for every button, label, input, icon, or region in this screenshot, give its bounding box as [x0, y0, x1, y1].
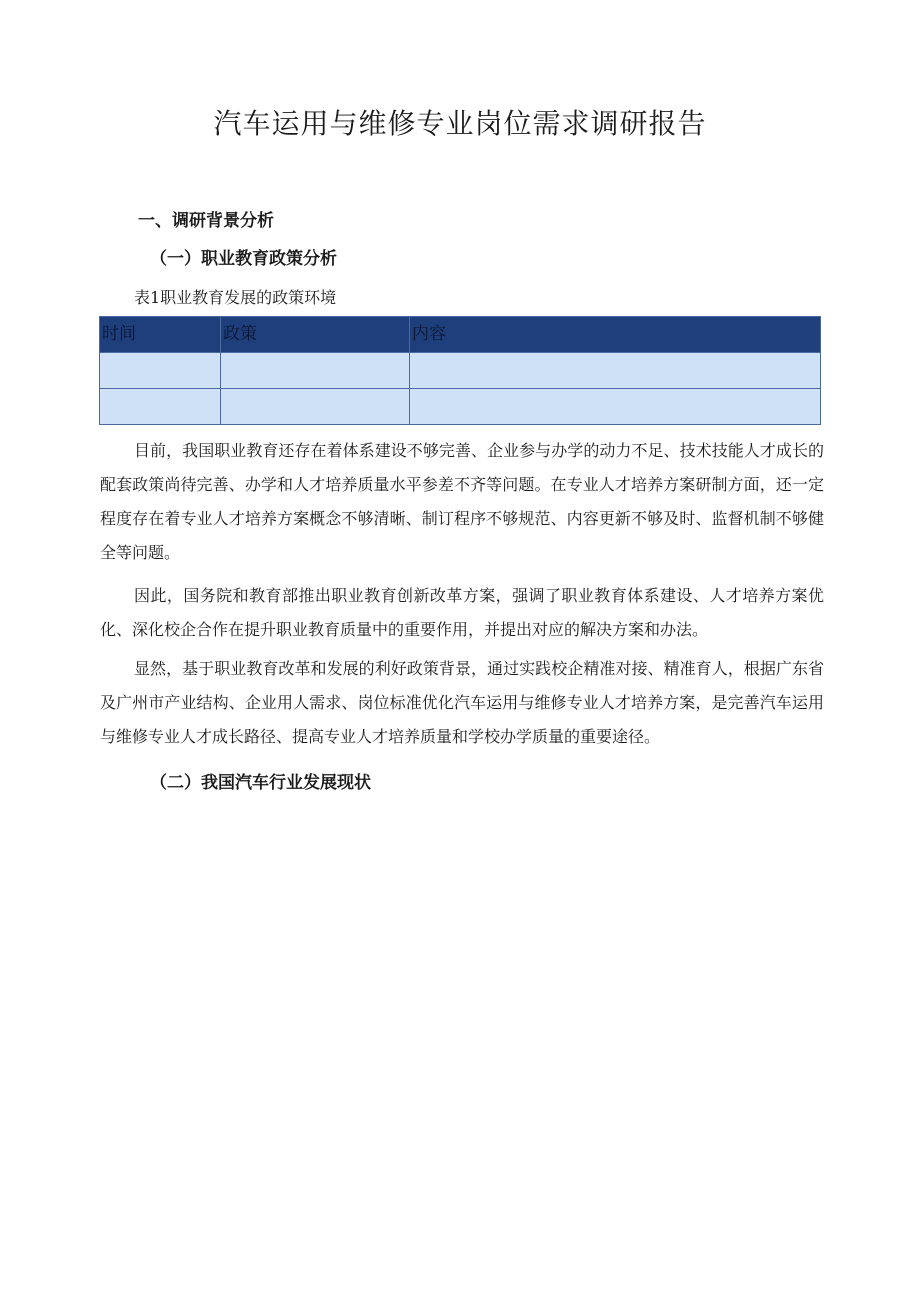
table-cell-time — [100, 353, 221, 389]
column-header-content: 内容 — [410, 317, 821, 353]
subsection-heading-auto-industry-status: （二）我国汽车行业发展现状 — [150, 773, 371, 793]
column-header-policy: 政策 — [221, 317, 410, 353]
body-paragraph-optimization-path: 显然，基于职业教育改革和发展的利好政策背景，通过实践校企精准对接、精准育人，根据广东省及广州市产业结构、企业用人需求、岗位标准优化汽车运用与维修专业人才培养方案，是完善汽车运用与维修专业人才成长路径、提高专业人才培养质量和学校办学质量的重要途径。 — [100, 659, 824, 746]
table-cell-policy — [221, 389, 410, 425]
table-cell-content — [410, 389, 821, 425]
table-caption: 表1职业教育发展的政策环境 — [134, 288, 337, 307]
body-paragraph-reform-plan: 因此，国务院和教育部推出职业教育创新改革方案，强调了职业教育体系建设、人才培养方案优化、深化校企合作在提升职业教育质量中的重要作用，并提出对应的解决方案和办法。 — [100, 586, 824, 639]
document-title: 汽车运用与维修专业岗位需求调研报告 — [213, 107, 707, 140]
table-row — [100, 389, 821, 425]
policy-environment-table — [99, 316, 821, 425]
table-cell-policy — [221, 353, 410, 389]
table-row — [100, 353, 821, 389]
table-cell-content — [410, 353, 821, 389]
body-paragraph-current-issues: 目前，我国职业教育还存在着体系建设不够完善、企业参与办学的动力不足、技术技能人才成长的配套政策尚待完善、办学和人才培养质量水平参差不齐等问题。在专业人才培养方案研制方面，还一定程度存在着专业人才培养方案概念不够清晰、制订程序不够规范、内容更新不够及时、监督机制不够健全等问题。 — [100, 441, 824, 562]
table-header-row — [100, 317, 821, 353]
table-cell-time — [100, 389, 221, 425]
section-heading-background-analysis: 一、调研背景分析 — [138, 211, 274, 231]
subsection-heading-policy-analysis: （一）职业教育政策分析 — [150, 249, 337, 269]
column-header-time: 时间 — [100, 317, 221, 353]
